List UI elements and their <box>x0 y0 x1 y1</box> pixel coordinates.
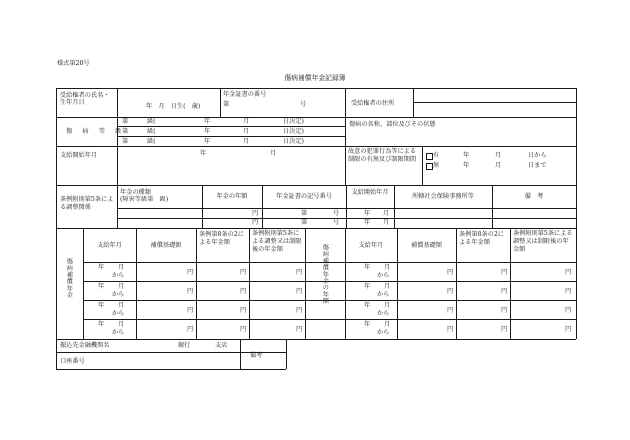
row-1-left-year: 年 <box>98 264 105 271</box>
grade-row-1-year: 年 <box>204 118 211 125</box>
adj-row-1-cert-prefix: 第 <box>301 210 308 217</box>
row-2-left-yen-1: 円 <box>187 288 194 295</box>
row-4-left-year: 年 <box>98 321 105 328</box>
cert-suffix: 号 <box>300 101 307 108</box>
row-2-right-yen-1: 円 <box>447 288 454 295</box>
row-4-right-year: 年 <box>364 321 371 328</box>
row-4-right-month: 月 <box>384 321 391 328</box>
adj-row-1-cert-suffix: 号 <box>333 210 340 217</box>
restriction-no-month: 月 <box>495 162 502 169</box>
row-4-right-yen-2: 円 <box>501 326 508 333</box>
grade-row-1-month: 月 <box>243 118 250 125</box>
start-month: 月 <box>270 150 277 157</box>
col-payment-month: 支給年月 <box>97 242 122 249</box>
grade-row-2-month: 月 <box>243 128 250 135</box>
row-4-right-yen-3: 円 <box>565 326 572 333</box>
adj-row-1-year: 年 <box>364 210 371 217</box>
grade-row-2-year: 年 <box>204 128 211 135</box>
grade-row-3-year: 年 <box>204 138 211 145</box>
row-3-left-yen-3: 円 <box>296 307 303 314</box>
adj-row-1-month: 月 <box>383 210 390 217</box>
row-3-left-month: 月 <box>118 302 125 309</box>
grade-row-3-prefix: 第 <box>122 138 129 145</box>
row-3-right-yen-2: 円 <box>501 307 508 314</box>
remarks-label: 備考 <box>250 352 263 359</box>
restriction-no-year: 年 <box>463 162 470 169</box>
row-1-right-month: 月 <box>384 264 391 271</box>
restriction-no-label: 無 <box>433 162 440 169</box>
row-4-left-month: 月 <box>118 321 125 328</box>
grade-row-1-grade: 級( <box>147 118 156 125</box>
restriction-no-checkbox[interactable] <box>426 163 433 170</box>
row-1-left-from: から <box>112 272 125 279</box>
header-office: 所轄社会保険事務所等 <box>412 193 474 200</box>
grade-row-2-grade: 級( <box>147 128 156 135</box>
row-2-right-from: から <box>377 291 390 298</box>
form-title: 傷病補償年金記録簿 <box>284 74 346 82</box>
injury-label: 傷病の名称、部位及びその状態 <box>349 121 436 128</box>
row-1-left-yen-2: 円 <box>240 269 247 276</box>
row-2-left-yen-2: 円 <box>240 288 247 295</box>
row-1-left-yen-1: 円 <box>187 269 194 276</box>
adj-row-2-year: 年 <box>364 219 371 226</box>
header-annual-amount: 年金の年額 <box>216 193 248 200</box>
row-1-left-month: 月 <box>118 264 125 271</box>
grade-row-2-prefix: 第 <box>122 128 129 135</box>
right-col-article8-amount: 条例第8条の2による年金額 <box>459 231 504 246</box>
row-1-right-yen-3: 円 <box>565 269 572 276</box>
row-3-left-yen-1: 円 <box>187 307 194 314</box>
row-3-right-yen-3: 円 <box>565 307 572 314</box>
row-2-left-from: から <box>112 291 125 298</box>
row-2-left-year: 年 <box>98 283 105 290</box>
grade-row-1-prefix: 第 <box>122 118 129 125</box>
row-2-right-yen-2: 円 <box>501 288 508 295</box>
row-3-right-yen-1: 円 <box>447 307 454 314</box>
row-1-right-year: 年 <box>364 264 371 271</box>
restriction-yes-checkbox[interactable] <box>426 153 433 160</box>
restriction-no-day: 日まで <box>528 162 547 169</box>
col-article8-amount: 条例第8条の2による年金額 <box>199 231 244 246</box>
row-3-right-year: 年 <box>364 302 371 309</box>
header-start-date: 支給開始年月 <box>351 189 389 196</box>
row-3-right-month: 月 <box>384 302 391 309</box>
row-1-left-yen-3: 円 <box>296 269 303 276</box>
birth-format: 年 月 日生( 歳) <box>146 103 201 110</box>
adj-row-2-cert-prefix: 第 <box>301 219 308 226</box>
grade-label: 傷 病 等 級 <box>66 128 124 135</box>
adj-row-2-month: 月 <box>383 219 390 226</box>
adj-row-2-cert-suffix: 号 <box>333 219 340 226</box>
branch-text: 支店 <box>215 342 228 349</box>
grade-row-2-decided: 日決定) <box>283 128 304 135</box>
grade-row-3-decided: 日決定) <box>283 138 304 145</box>
row-4-right-yen-1: 円 <box>447 326 454 333</box>
row-3-left-yen-2: 円 <box>240 307 247 314</box>
row-2-left-yen-3: 円 <box>296 288 303 295</box>
pension-side-label: 傷病補償年金 <box>65 258 73 299</box>
row-2-left-month: 月 <box>118 283 125 290</box>
grade-row-3-grade: 級( <box>147 138 156 145</box>
header-pension-type: 年金の種類 (障害等級第 級) <box>120 189 169 204</box>
crime-restriction-label: 故意の犯罪行為等による制限の有無及び制限期間 <box>348 148 417 164</box>
row-3-left-from: から <box>112 310 125 317</box>
row-2-right-yen-3: 円 <box>565 288 572 295</box>
row-4-left-yen-1: 円 <box>187 326 194 333</box>
header-cert-number: 年金証書の記号番号 <box>276 193 332 200</box>
cert-number-label: 年金証書の番号 <box>223 91 267 98</box>
row-4-left-yen-2: 円 <box>240 326 247 333</box>
grade-row-3-month: 月 <box>243 138 250 145</box>
restriction-yes-label: 有 <box>433 152 440 159</box>
account-label: 口座番号 <box>60 358 85 365</box>
right-side-label: 傷病補償年金の年額 <box>321 244 329 305</box>
adj-row-1-amount: 円 <box>252 210 259 217</box>
row-3-left-year: 年 <box>98 302 105 309</box>
right-col-base-amount: 補償基礎額 <box>411 242 442 249</box>
start-label: 支給開始年月 <box>60 152 98 159</box>
row-4-left-yen-3: 円 <box>296 326 303 333</box>
bank-text: 銀行 <box>178 342 191 349</box>
row-4-right-from: から <box>377 329 390 336</box>
address-label: 受給権者の住所 <box>351 100 395 107</box>
row-1-right-from: から <box>377 272 390 279</box>
row-1-right-yen-2: 円 <box>501 269 508 276</box>
col-base-amount: 補償基礎額 <box>150 242 182 249</box>
bank-label: 振込先金融機関名 <box>60 342 110 349</box>
right-col-payment-month: 支給年月 <box>358 242 384 249</box>
row-3-right-from: から <box>377 310 390 317</box>
grade-row-1-decided: 日決定) <box>283 118 304 125</box>
cert-prefix: 第 <box>223 101 230 108</box>
restriction-yes-day: 日から <box>528 152 547 159</box>
restriction-yes-month: 月 <box>495 152 502 159</box>
row-2-right-month: 月 <box>384 283 391 290</box>
start-year: 年 <box>200 150 207 157</box>
restriction-yes-year: 年 <box>463 152 470 159</box>
row-2-right-year: 年 <box>364 283 371 290</box>
row-4-left-from: から <box>112 329 125 336</box>
row-1-right-yen-1: 円 <box>447 269 454 276</box>
col-adjusted-amount: 条例附則第5条による調整又は制限後の年金額 <box>252 230 302 253</box>
right-col-adjusted-amount: 条例附則第5条による調整又は制限後の年金額 <box>513 230 573 253</box>
recipient-label: 受給権者の氏名・生年月日 <box>60 92 110 107</box>
adjustment-side-label: 条例附則第5条による調整関係 <box>60 196 114 212</box>
adj-row-2-amount: 円 <box>252 219 259 226</box>
header-remarks: 備 考 <box>524 193 544 200</box>
form-number: 様式第20号 <box>57 60 90 67</box>
